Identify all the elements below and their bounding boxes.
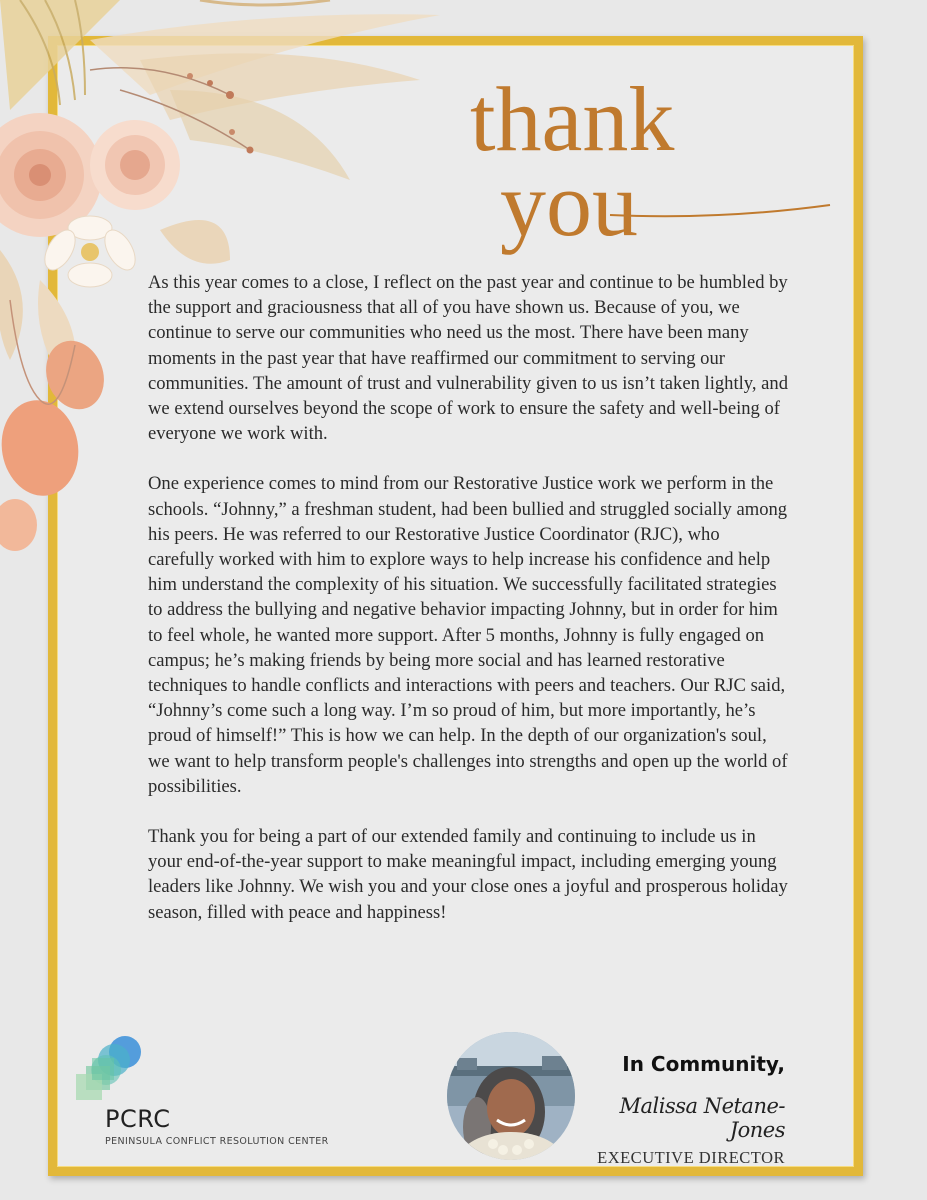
logo-name: PCRC — [105, 1105, 171, 1133]
logo-subtitle: PENINSULA CONFLICT RESOLUTION CENTER — [105, 1136, 329, 1147]
letter-paragraph-2: One experience comes to mind from our Restorative Justice work we perform in the schools. “Johnny,” a freshman student, had been bullied and struggled socially among his peers. He was referred to our Restorative Justice Coordinator (RJC), who carefully worked with him to explore ways to help increase his confidence and help him understand the complexity of his situation. We successfully facilitated strategies to address the bullying and negative behavior impacting Johnny, but in order for him to feel whole, he wanted more support. After 5 months, Johnny is fully engaged on campus; he’s making friends by being more social and has learned restorative techniques to handle conflicts and interactions with peers and teachers. Our RJC said, “Johnny’s come such a long way. I’m so proud of him, but more importantly, he’s proud of himself!” This is how we can help. In the depth of our organization's soul, we want to help transform people's challenges into strengths and open up the world of possibilities. — [148, 473, 788, 797]
signature-closing: In Community, — [622, 1052, 785, 1076]
signature-title: EXECUTIVE DIRECTOR — [597, 1148, 785, 1167]
heading-line-1: thank — [470, 68, 675, 170]
letter-body — [148, 270, 788, 950]
letter-paragraph-3: Thank you for being a part of our extended family and continuing to include us in your end-of-the-year support to make meaningful impact, including emerging young leaders like Johnny. We wish you and your close ones a joyful and prosperous holiday season, filled with peace and happiness! — [148, 826, 788, 923]
letter-paragraph-1: As this year comes to a close, I reflect on the past year and continue to be humbled by the support and graciousness that all of you have shown us. Because of you, we continue to serve our communities who need us the most. There have been many moments in the past year that have reaffirmed our commitment to serving our communities. The amount of trust and vulnerability given to us isn’t taken lightly, and we extend ourselves beyond the scope of work to ensure the safety and well-being of everyone we work with. — [148, 272, 789, 445]
heading-line-2: you — [500, 153, 638, 255]
signature-name: Malissa Netane-Jones — [619, 1094, 785, 1142]
signature-block — [580, 1052, 785, 1168]
thank-you-heading — [440, 55, 840, 265]
director-photo — [447, 1032, 575, 1160]
